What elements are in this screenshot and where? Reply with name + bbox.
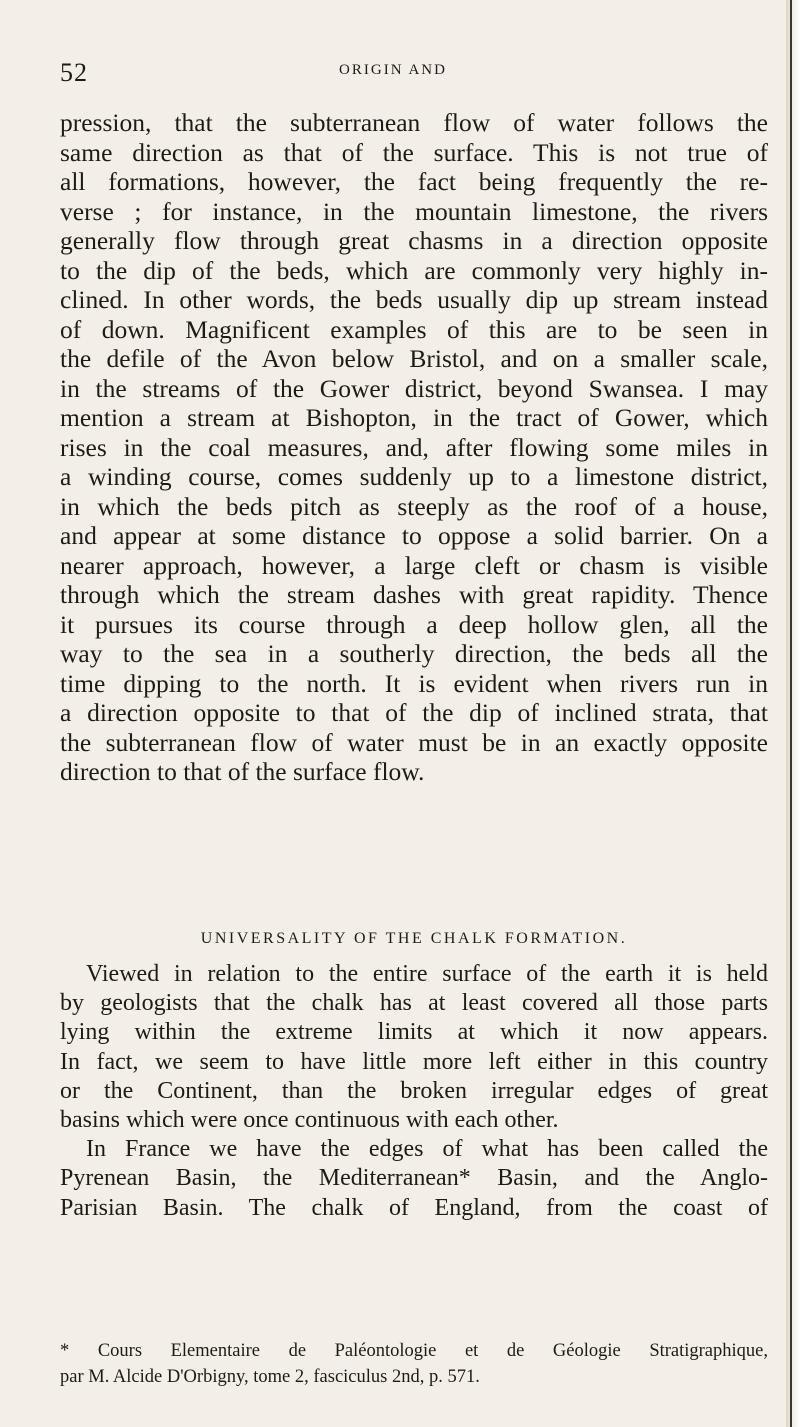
text-line: through which the stream dashes with great rapidity. Thence xyxy=(60,580,768,609)
text-line: and appear at some distance to oppose a solid barrier. On a xyxy=(60,521,768,550)
section-heading: UNIVERSALITY OF THE CHALK FORMATION. xyxy=(200,930,628,947)
running-head: ORIGIN AND xyxy=(339,62,447,78)
text-line: to the dip of the beds, which are commonly very highly in- xyxy=(60,255,768,285)
text-line: clined. In other words, the beds usually dip up stream instead xyxy=(60,285,768,314)
text-line: basins which were once continuous with each other. xyxy=(60,1107,559,1134)
text-line: or the Continent, than the broken irregular edges of great xyxy=(60,1077,768,1104)
text-line: In fact, we seem to have little more left either in this country xyxy=(60,1048,768,1075)
text-line: generally flow through great chasms in a direction opposite xyxy=(60,226,768,255)
text-line: all formations, however, the fact being frequently the re- xyxy=(60,167,768,196)
text-line: in the streams of the Gower district, beyond Swansea. I may xyxy=(60,373,768,403)
page-binding-edge xyxy=(786,0,800,1427)
text-line: mention a stream at Bishopton, in the tract of Gower, which xyxy=(60,403,768,432)
text-line: the defile of the Avon below Bristol, and on a smaller scale, xyxy=(60,344,768,373)
text-line: direction to that of the surface flow. xyxy=(60,757,425,786)
page-number: 52 xyxy=(60,58,88,87)
text-line: time dipping to the north. It is evident when rivers run in xyxy=(60,668,768,698)
text-line: by geologists that the chalk has at least covered all those parts xyxy=(60,990,768,1017)
text-line: it pursues its course through a deep hollow glen, all the xyxy=(60,609,768,639)
footnote-line: * Cours Elementaire de Paléontologie et de Géologie Stratigraphique, xyxy=(60,1341,768,1361)
text-line: a direction opposite to that of the dip of inclined strata, that xyxy=(60,698,768,727)
text-line: pression, that the subterranean flow of water follows the xyxy=(60,108,768,137)
page-edge-line xyxy=(790,0,792,1427)
paragraph-flow xyxy=(60,108,768,787)
text-line: lying within the extreme limits at which it now appears. xyxy=(60,1019,768,1046)
text-line: way to the sea in a southerly direction, the beds all the xyxy=(60,639,768,668)
text-line: Parisian Basin. The chalk of England, from the coast of xyxy=(60,1194,768,1221)
text-line: nearer approach, however, a large cleft or chasm is visible xyxy=(60,550,768,580)
text-line: a winding course, comes suddenly up to a limestone district, xyxy=(60,462,768,491)
text-line: Pyrenean Basin, the Mediterranean* Basin, and the Anglo- xyxy=(60,1165,768,1192)
text-line: same direction as that of the surface. This is not true of xyxy=(60,137,768,167)
text-line: of down. Magnificent examples of this are to be seen in xyxy=(60,314,768,344)
text-line: rises in the coal measures, and, after flowing some miles in xyxy=(60,432,768,462)
text-line: In France we have the edges of what has been called the xyxy=(86,1136,768,1163)
footnote-line: par M. Alcide D'Orbigny, tome 2, fasciculus 2nd, p. 571. xyxy=(60,1367,480,1387)
footnote xyxy=(60,1338,768,1390)
text-line: Viewed in relation to the entire surface of the earth it is held xyxy=(86,961,768,987)
text-line: the subterranean flow of water must be in an exactly opposite xyxy=(60,727,768,757)
text-line: in which the beds pitch as steeply as the roof of a house, xyxy=(60,491,768,521)
text-line: verse ; for instance, in the mountain limestone, the rivers xyxy=(60,196,768,226)
section-paragraphs xyxy=(60,960,768,1223)
